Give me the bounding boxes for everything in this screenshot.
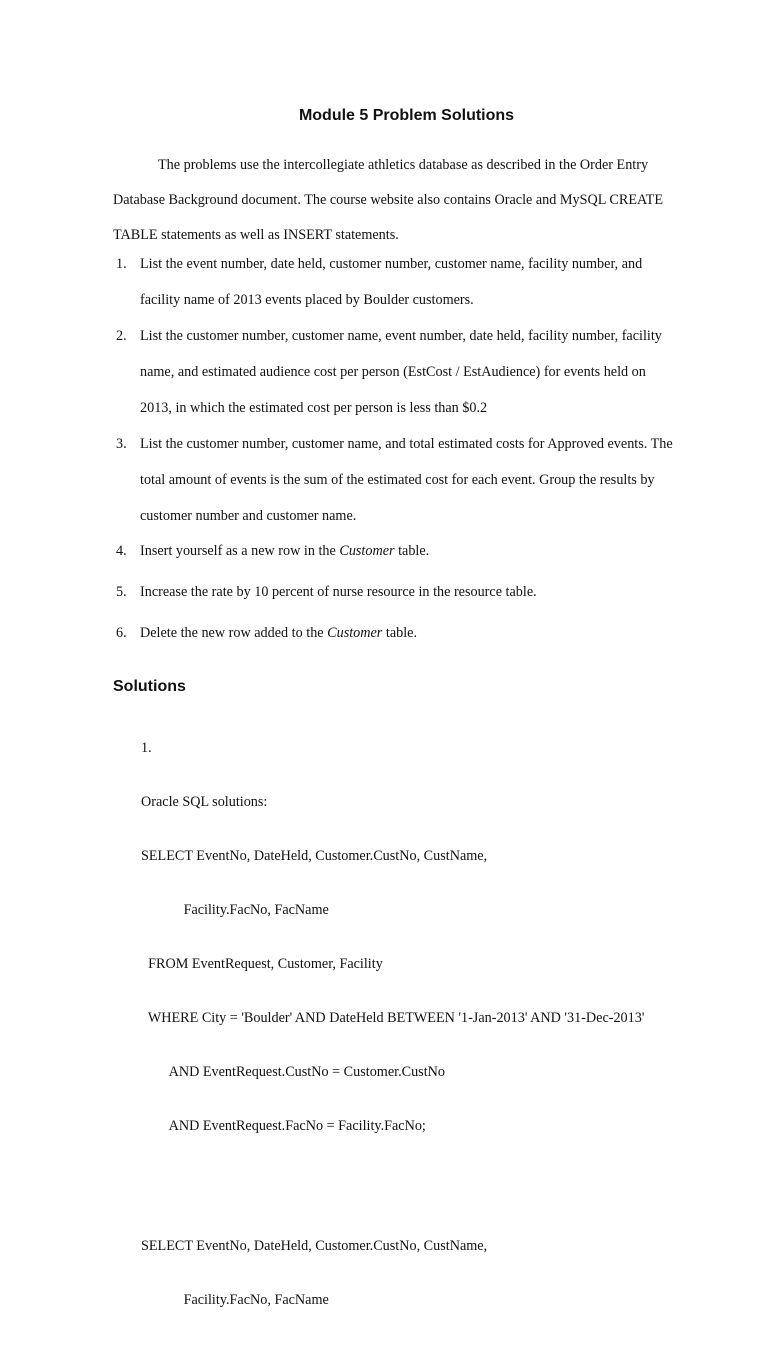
problem-text [116, 246, 716, 318]
solutions-heading: Solutions [113, 678, 186, 695]
code-line: AND EventRequest.FacNo = Facility.FacNo; [141, 1118, 426, 1134]
intro-paragraph [113, 148, 713, 253]
intro-line: Database Background document. The course website also contains Oracle and MySQL CREATE [113, 192, 664, 208]
code-line: Oracle SQL solutions: [141, 794, 268, 810]
intro-line: TABLE statements as well as INSERT statements. [113, 227, 399, 243]
problem-text [116, 574, 716, 610]
code-line: SELECT EventNo, DateHeld, Customer.CustNo, CustName, [141, 1238, 488, 1254]
problem-line: List the event number, date held, customer number, customer name, facility number, and [140, 256, 643, 272]
intro-line-1-text: The problems use the intercollegiate athletics database as described in the Order Entry [158, 157, 649, 173]
problem-line: name, and estimated audience cost per person (EstCost / EstAudience) for events held on [140, 364, 646, 380]
table-name-italic: Customer [327, 625, 383, 641]
code-line: 1. [141, 740, 152, 756]
code-line: WHERE City = 'Boulder' AND DateHeld BETWEEN '1-Jan-2013' AND '31-Dec-2013' [141, 1010, 645, 1026]
problem-text [116, 615, 716, 651]
problem-text-part: table. [382, 625, 417, 641]
problem-item-3 [116, 426, 716, 534]
problem-line: facility name of 2013 events placed by Boulder customers. [140, 292, 474, 308]
problem-item-6 [116, 615, 716, 651]
sql-code-block [141, 703, 644, 1345]
problem-text-part: Insert yourself as a new row in the [140, 543, 340, 559]
problem-number: 4. [116, 543, 127, 559]
problem-item-4 [116, 533, 716, 569]
code-line: FROM EventRequest, Customer, Facility [141, 956, 383, 972]
problem-number: 6. [116, 625, 127, 641]
problem-line: 2013, in which the estimated cost per person is less than $0.2 [140, 400, 488, 416]
problem-text [116, 533, 716, 569]
problem-line: total amount of events is the sum of the estimated cost for each event. Group the results by [140, 472, 655, 488]
problem-item-5 [116, 574, 716, 610]
intro-line [113, 148, 713, 183]
problem-line: List the customer number, customer name, and total estimated costs for Approved events. The [140, 436, 673, 452]
problem-text [116, 426, 716, 534]
code-line: SELECT EventNo, DateHeld, Customer.CustNo, CustName, [141, 848, 488, 864]
code-line: Facility.FacNo, FacName [141, 1292, 329, 1308]
problem-text [116, 318, 716, 426]
table-name-italic: Customer [339, 543, 395, 559]
problem-line: List the customer number, customer name, event number, date held, facility number, facility [140, 328, 662, 344]
code-spacer [141, 1171, 644, 1201]
code-line: AND EventRequest.CustNo = Customer.CustNo [141, 1064, 445, 1080]
problem-text-part: Delete the new row added to the [140, 625, 328, 641]
problem-item-1 [116, 246, 716, 318]
page-title: Module 5 Problem Solutions [298, 107, 515, 124]
problem-number: 2. [116, 328, 127, 344]
problem-number: 3. [116, 436, 127, 452]
problem-item-2 [116, 318, 716, 426]
problem-number: 5. [116, 584, 127, 600]
code-line: Facility.FacNo, FacName [141, 902, 329, 918]
problem-line: customer number and customer name. [140, 508, 357, 524]
problem-number: 1. [116, 256, 127, 272]
problem-line: Increase the rate by 10 percent of nurse resource in the resource table. [140, 584, 537, 600]
problem-text-part: table. [394, 543, 430, 559]
